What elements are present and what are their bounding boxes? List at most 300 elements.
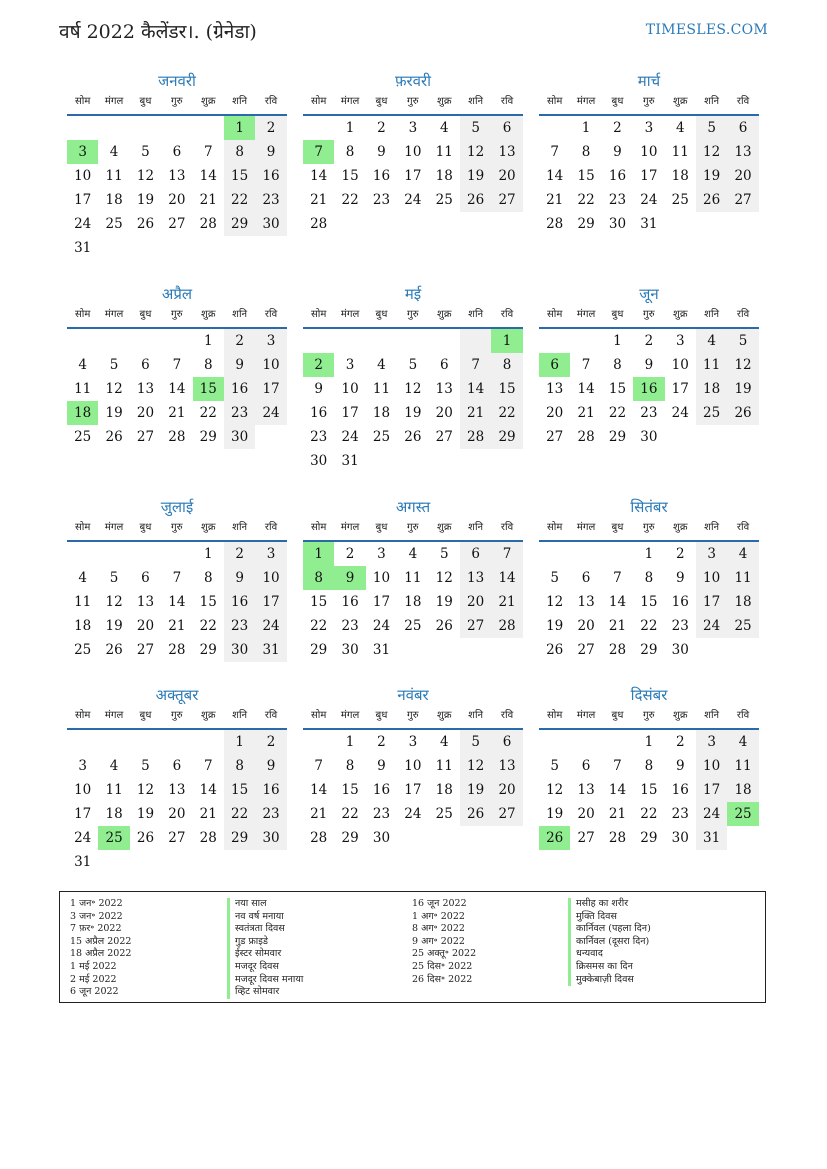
day-cell[interactable]: 2 [303, 353, 334, 377]
day-cell[interactable]: 24 [255, 401, 286, 425]
day-cell[interactable]: 12 [546, 782, 564, 798]
day-cell[interactable]: 13 [460, 566, 491, 590]
day-cell[interactable]: 18 [671, 168, 689, 184]
day-cell[interactable]: 14 [168, 594, 186, 610]
day-cell[interactable]: 4 [109, 144, 119, 160]
day-cell[interactable]: 27 [168, 216, 186, 232]
day-cell[interactable]: 16 [608, 168, 627, 184]
day-cell[interactable]: 10 [404, 758, 422, 774]
day-cell[interactable]: 30 [224, 638, 255, 662]
day-cell[interactable]: 15 [341, 782, 359, 798]
day-cell[interactable]: 13 [727, 140, 758, 164]
day-cell[interactable]: 1 [345, 734, 355, 750]
day-cell[interactable]: 12 [460, 140, 491, 164]
day-cell[interactable]: 23 [608, 192, 627, 208]
day-cell[interactable]: 21 [460, 401, 491, 425]
day-cell[interactable]: 16 [255, 778, 286, 802]
day-cell[interactable]: 18 [696, 377, 727, 401]
day-cell[interactable]: 6 [460, 542, 491, 566]
day-cell[interactable]: 1 [224, 730, 255, 754]
day-cell[interactable]: 29 [640, 830, 658, 846]
day-cell[interactable]: 24 [696, 802, 727, 826]
day-cell[interactable]: 25 [671, 192, 689, 208]
day-cell[interactable]: 11 [105, 782, 123, 798]
day-cell[interactable]: 18 [727, 590, 758, 614]
day-cell[interactable]: 8 [203, 357, 213, 373]
day-cell[interactable]: 7 [303, 140, 334, 164]
day-cell[interactable]: 30 [372, 830, 391, 846]
day-cell[interactable]: 29 [224, 826, 255, 850]
day-cell[interactable]: 17 [696, 590, 727, 614]
day-cell[interactable]: 16 [372, 782, 391, 798]
day-cell[interactable]: 17 [341, 405, 359, 421]
day-cell[interactable]: 7 [314, 758, 323, 774]
day-cell[interactable]: 28 [310, 216, 328, 232]
day-cell[interactable]: 5 [550, 758, 559, 774]
day-cell[interactable]: 18 [105, 192, 123, 208]
day-cell[interactable]: 2 [675, 546, 685, 562]
day-cell[interactable]: 16 [341, 594, 359, 610]
day-cell[interactable]: 13 [491, 140, 522, 164]
day-cell[interactable]: 2 [255, 730, 286, 754]
day-cell[interactable]: 11 [727, 566, 758, 590]
day-cell[interactable]: 28 [168, 429, 186, 445]
day-cell[interactable]: 28 [546, 216, 564, 232]
day-cell[interactable]: 27 [546, 429, 564, 445]
day-cell[interactable]: 20 [727, 164, 758, 188]
day-cell[interactable]: 19 [105, 405, 123, 421]
day-cell[interactable]: 30 [671, 830, 689, 846]
day-cell[interactable]: 8 [303, 566, 334, 590]
day-cell[interactable]: 5 [109, 357, 119, 373]
day-cell[interactable]: 30 [608, 216, 627, 232]
day-cell[interactable]: 25 [98, 826, 129, 850]
day-cell[interactable]: 16 [671, 782, 689, 798]
day-cell[interactable]: 5 [439, 546, 449, 562]
day-cell[interactable]: 29 [224, 212, 255, 236]
day-cell[interactable]: 2 [675, 734, 685, 750]
day-cell[interactable]: 26 [539, 826, 570, 850]
day-cell[interactable]: 8 [345, 758, 355, 774]
day-cell[interactable]: 12 [105, 381, 123, 397]
day-cell[interactable]: 3 [67, 140, 98, 164]
day-cell[interactable]: 31 [74, 854, 92, 870]
day-cell[interactable]: 9 [377, 758, 386, 774]
day-cell[interactable]: 19 [435, 594, 453, 610]
day-cell[interactable]: 25 [696, 401, 727, 425]
day-cell[interactable]: 18 [67, 401, 98, 425]
day-cell[interactable]: 6 [172, 758, 182, 774]
day-cell[interactable]: 3 [675, 333, 685, 349]
day-cell[interactable]: 22 [224, 802, 255, 826]
day-cell[interactable]: 15 [310, 594, 328, 610]
day-cell[interactable]: 18 [74, 618, 92, 634]
day-cell[interactable]: 1 [224, 116, 255, 140]
day-cell[interactable]: 9 [314, 381, 323, 397]
day-cell[interactable]: 19 [105, 618, 123, 634]
day-cell[interactable]: 7 [613, 570, 622, 586]
day-cell[interactable]: 3 [644, 120, 654, 136]
day-cell[interactable]: 30 [310, 453, 328, 469]
day-cell[interactable]: 30 [224, 425, 255, 449]
day-cell[interactable]: 21 [310, 192, 328, 208]
day-cell[interactable]: 19 [404, 405, 422, 421]
day-cell[interactable]: 10 [255, 353, 286, 377]
day-cell[interactable]: 22 [640, 806, 658, 822]
day-cell[interactable]: 6 [727, 116, 758, 140]
day-cell[interactable]: 7 [203, 758, 213, 774]
day-cell[interactable]: 13 [577, 594, 595, 610]
day-cell[interactable]: 14 [608, 782, 627, 798]
day-cell[interactable]: 24 [404, 806, 422, 822]
day-cell[interactable]: 12 [696, 140, 727, 164]
day-cell[interactable]: 13 [546, 381, 564, 397]
day-cell[interactable]: 18 [435, 782, 453, 798]
day-cell[interactable]: 25 [74, 429, 92, 445]
day-cell[interactable]: 10 [404, 144, 422, 160]
day-cell[interactable]: 15 [193, 377, 224, 401]
day-cell[interactable]: 8 [224, 140, 255, 164]
day-cell[interactable]: 30 [671, 642, 689, 658]
day-cell[interactable]: 26 [105, 642, 123, 658]
day-cell[interactable]: 24 [74, 216, 92, 232]
day-cell[interactable]: 12 [546, 594, 564, 610]
day-cell[interactable]: 26 [727, 401, 758, 425]
day-cell[interactable]: 25 [372, 429, 391, 445]
day-cell[interactable]: 7 [203, 144, 213, 160]
day-cell[interactable]: 14 [310, 782, 328, 798]
day-cell[interactable]: 5 [408, 357, 418, 373]
day-cell[interactable]: 14 [577, 381, 595, 397]
day-cell[interactable]: 10 [640, 144, 658, 160]
day-cell[interactable]: 20 [168, 806, 186, 822]
day-cell[interactable]: 30 [255, 826, 286, 850]
day-cell[interactable]: 21 [491, 590, 522, 614]
day-cell[interactable]: 22 [310, 618, 328, 634]
day-cell[interactable]: 5 [696, 116, 727, 140]
day-cell[interactable]: 23 [640, 405, 658, 421]
day-cell[interactable]: 14 [608, 594, 627, 610]
day-cell[interactable]: 15 [640, 594, 658, 610]
day-cell[interactable]: 21 [310, 806, 328, 822]
day-cell[interactable]: 14 [310, 168, 328, 184]
day-cell[interactable]: 13 [136, 381, 155, 397]
day-cell[interactable]: 7 [172, 570, 182, 586]
day-cell[interactable]: 24 [341, 429, 359, 445]
day-cell[interactable]: 12 [136, 782, 155, 798]
day-cell[interactable]: 25 [435, 806, 453, 822]
day-cell[interactable]: 28 [168, 642, 186, 658]
day-cell[interactable]: 20 [168, 192, 186, 208]
day-cell[interactable]: 1 [203, 546, 213, 562]
day-cell[interactable]: 28 [608, 830, 627, 846]
day-cell[interactable]: 11 [435, 758, 453, 774]
day-cell[interactable]: 21 [168, 618, 186, 634]
day-cell[interactable]: 10 [671, 357, 689, 373]
day-cell[interactable]: 29 [577, 216, 595, 232]
day-cell[interactable]: 15 [199, 594, 217, 610]
day-cell[interactable]: 17 [404, 782, 422, 798]
day-cell[interactable]: 17 [696, 778, 727, 802]
day-cell[interactable]: 20 [136, 618, 155, 634]
day-cell[interactable]: 6 [539, 353, 570, 377]
day-cell[interactable]: 3 [408, 734, 418, 750]
day-cell[interactable]: 12 [435, 570, 453, 586]
day-cell[interactable]: 20 [577, 806, 595, 822]
day-cell[interactable]: 3 [345, 357, 355, 373]
day-cell[interactable]: 31 [696, 826, 727, 850]
day-cell[interactable]: 20 [491, 164, 522, 188]
day-cell[interactable]: 16 [372, 168, 391, 184]
day-cell[interactable]: 21 [546, 192, 564, 208]
day-cell[interactable]: 23 [372, 192, 391, 208]
day-cell[interactable]: 10 [341, 381, 359, 397]
day-cell[interactable]: 23 [341, 618, 359, 634]
day-cell[interactable]: 1 [613, 333, 622, 349]
day-cell[interactable]: 9 [224, 353, 255, 377]
day-cell[interactable]: 27 [727, 188, 758, 212]
day-cell[interactable]: 11 [74, 381, 92, 397]
day-cell[interactable]: 23 [224, 401, 255, 425]
day-cell[interactable]: 26 [136, 216, 155, 232]
day-cell[interactable]: 10 [696, 754, 727, 778]
day-cell[interactable]: 4 [439, 120, 449, 136]
day-cell[interactable]: 13 [168, 782, 186, 798]
day-cell[interactable]: 11 [671, 144, 689, 160]
day-cell[interactable]: 3 [78, 758, 87, 774]
day-cell[interactable]: 15 [608, 381, 627, 397]
day-cell[interactable]: 2 [255, 116, 286, 140]
day-cell[interactable]: 26 [105, 429, 123, 445]
day-cell[interactable]: 11 [74, 594, 92, 610]
day-cell[interactable]: 22 [608, 405, 627, 421]
day-cell[interactable]: 20 [546, 405, 564, 421]
day-cell[interactable]: 12 [136, 168, 155, 184]
day-cell[interactable]: 7 [613, 758, 622, 774]
day-cell[interactable]: 31 [341, 453, 359, 469]
day-cell[interactable]: 24 [74, 830, 92, 846]
day-cell[interactable]: 29 [491, 425, 522, 449]
day-cell[interactable]: 13 [168, 168, 186, 184]
day-cell[interactable]: 29 [341, 830, 359, 846]
day-cell[interactable]: 1 [345, 120, 355, 136]
day-cell[interactable]: 29 [608, 429, 627, 445]
day-cell[interactable]: 30 [255, 212, 286, 236]
day-cell[interactable]: 10 [696, 566, 727, 590]
day-cell[interactable]: 3 [696, 730, 727, 754]
day-cell[interactable]: 9 [675, 570, 685, 586]
day-cell[interactable]: 27 [435, 429, 453, 445]
day-cell[interactable]: 3 [377, 546, 386, 562]
day-cell[interactable]: 5 [550, 570, 559, 586]
day-cell[interactable]: 12 [105, 594, 123, 610]
day-cell[interactable]: 28 [310, 830, 328, 846]
day-cell[interactable]: 11 [372, 381, 391, 397]
day-cell[interactable]: 22 [491, 401, 522, 425]
day-cell[interactable]: 21 [608, 806, 627, 822]
day-cell[interactable]: 4 [408, 546, 418, 562]
day-cell[interactable]: 12 [727, 353, 758, 377]
day-cell[interactable]: 11 [404, 570, 422, 586]
day-cell[interactable]: 5 [460, 730, 491, 754]
day-cell[interactable]: 7 [550, 144, 559, 160]
day-cell[interactable]: 15 [224, 778, 255, 802]
day-cell[interactable]: 6 [581, 758, 591, 774]
day-cell[interactable]: 24 [404, 192, 422, 208]
day-cell[interactable]: 6 [141, 570, 150, 586]
day-cell[interactable]: 8 [613, 357, 622, 373]
day-cell[interactable]: 13 [577, 782, 595, 798]
day-cell[interactable]: 23 [671, 618, 689, 634]
day-cell[interactable]: 6 [491, 116, 522, 140]
day-cell[interactable]: 27 [136, 429, 155, 445]
day-cell[interactable]: 21 [199, 806, 217, 822]
day-cell[interactable]: 5 [141, 144, 150, 160]
day-cell[interactable]: 27 [136, 642, 155, 658]
day-cell[interactable]: 3 [255, 329, 286, 353]
day-cell[interactable]: 19 [460, 778, 491, 802]
day-cell[interactable]: 17 [255, 377, 286, 401]
day-cell[interactable]: 24 [640, 192, 658, 208]
day-cell[interactable]: 26 [136, 830, 155, 846]
day-cell[interactable]: 23 [255, 802, 286, 826]
day-cell[interactable]: 17 [74, 192, 92, 208]
day-cell[interactable]: 9 [255, 140, 286, 164]
day-cell[interactable]: 30 [640, 429, 658, 445]
day-cell[interactable]: 22 [341, 192, 359, 208]
day-cell[interactable]: 28 [199, 830, 217, 846]
day-cell[interactable]: 2 [224, 542, 255, 566]
day-cell[interactable]: 29 [199, 429, 217, 445]
day-cell[interactable]: 19 [136, 806, 155, 822]
day-cell[interactable]: 7 [172, 357, 182, 373]
day-cell[interactable]: 17 [255, 590, 286, 614]
day-cell[interactable]: 22 [640, 618, 658, 634]
day-cell[interactable]: 1 [203, 333, 213, 349]
day-cell[interactable]: 24 [671, 405, 689, 421]
day-cell[interactable]: 27 [460, 614, 491, 638]
day-cell[interactable]: 2 [377, 734, 386, 750]
day-cell[interactable]: 3 [408, 120, 418, 136]
day-cell[interactable]: 9 [255, 754, 286, 778]
day-cell[interactable]: 8 [491, 353, 522, 377]
day-cell[interactable]: 20 [136, 405, 155, 421]
day-cell[interactable]: 5 [460, 116, 491, 140]
day-cell[interactable]: 4 [675, 120, 685, 136]
day-cell[interactable]: 9 [377, 144, 386, 160]
day-cell[interactable]: 19 [727, 377, 758, 401]
day-cell[interactable]: 29 [310, 642, 328, 658]
day-cell[interactable]: 15 [491, 377, 522, 401]
day-cell[interactable]: 20 [435, 405, 453, 421]
day-cell[interactable]: 17 [404, 168, 422, 184]
day-cell[interactable]: 4 [78, 357, 87, 373]
day-cell[interactable]: 29 [199, 642, 217, 658]
day-cell[interactable]: 16 [671, 594, 689, 610]
day-cell[interactable]: 13 [136, 594, 155, 610]
day-cell[interactable]: 16 [224, 377, 255, 401]
day-cell[interactable]: 31 [74, 240, 92, 256]
day-cell[interactable]: 17 [74, 806, 92, 822]
day-cell[interactable]: 28 [608, 642, 627, 658]
day-cell[interactable]: 25 [74, 642, 92, 658]
day-cell[interactable]: 19 [460, 164, 491, 188]
day-cell[interactable]: 24 [696, 614, 727, 638]
day-cell[interactable]: 13 [435, 381, 453, 397]
day-cell[interactable]: 25 [727, 614, 758, 638]
day-cell[interactable]: 3 [255, 542, 286, 566]
day-cell[interactable]: 5 [109, 570, 119, 586]
day-cell[interactable]: 20 [577, 618, 595, 634]
day-cell[interactable]: 2 [613, 120, 622, 136]
day-cell[interactable]: 6 [439, 357, 449, 373]
day-cell[interactable]: 9 [644, 357, 654, 373]
day-cell[interactable]: 22 [341, 806, 359, 822]
day-cell[interactable]: 4 [377, 357, 386, 373]
day-cell[interactable]: 8 [581, 144, 591, 160]
day-cell[interactable]: 6 [141, 357, 150, 373]
day-cell[interactable]: 14 [168, 381, 186, 397]
day-cell[interactable]: 9 [675, 758, 685, 774]
day-cell[interactable]: 12 [404, 381, 422, 397]
day-cell[interactable]: 13 [491, 754, 522, 778]
day-cell[interactable]: 6 [581, 570, 591, 586]
day-cell[interactable]: 10 [74, 782, 92, 798]
day-cell[interactable]: 25 [404, 618, 422, 634]
day-cell[interactable]: 16 [255, 164, 286, 188]
day-cell[interactable]: 21 [608, 618, 627, 634]
day-cell[interactable]: 15 [224, 164, 255, 188]
day-cell[interactable]: 20 [460, 590, 491, 614]
day-cell[interactable]: 1 [644, 734, 654, 750]
day-cell[interactable]: 2 [644, 333, 654, 349]
day-cell[interactable]: 26 [546, 642, 564, 658]
day-cell[interactable]: 1 [581, 120, 591, 136]
day-cell[interactable]: 31 [372, 642, 391, 658]
day-cell[interactable]: 12 [460, 754, 491, 778]
day-cell[interactable]: 7 [460, 353, 491, 377]
day-cell[interactable]: 19 [136, 192, 155, 208]
day-cell[interactable]: 26 [435, 618, 453, 634]
day-cell[interactable]: 23 [224, 614, 255, 638]
day-cell[interactable]: 2 [224, 329, 255, 353]
day-cell[interactable]: 27 [491, 802, 522, 826]
day-cell[interactable]: 21 [199, 192, 217, 208]
day-cell[interactable]: 2 [377, 120, 386, 136]
day-cell[interactable]: 19 [696, 164, 727, 188]
day-cell[interactable]: 11 [435, 144, 453, 160]
day-cell[interactable]: 14 [199, 782, 217, 798]
day-cell[interactable]: 25 [727, 802, 758, 826]
day-cell[interactable]: 31 [640, 216, 658, 232]
day-cell[interactable]: 17 [640, 168, 658, 184]
day-cell[interactable]: 4 [109, 758, 119, 774]
day-cell[interactable]: 31 [255, 638, 286, 662]
day-cell[interactable]: 29 [640, 642, 658, 658]
day-cell[interactable]: 9 [224, 566, 255, 590]
day-cell[interactable]: 26 [460, 802, 491, 826]
day-cell[interactable]: 4 [439, 734, 449, 750]
day-cell[interactable]: 18 [105, 806, 123, 822]
day-cell[interactable]: 8 [345, 144, 355, 160]
day-cell[interactable]: 27 [577, 830, 595, 846]
day-cell[interactable]: 8 [224, 754, 255, 778]
day-cell[interactable]: 4 [696, 329, 727, 353]
day-cell[interactable]: 16 [310, 405, 328, 421]
day-cell[interactable]: 23 [671, 806, 689, 822]
day-cell[interactable]: 18 [727, 778, 758, 802]
day-cell[interactable]: 30 [341, 642, 359, 658]
